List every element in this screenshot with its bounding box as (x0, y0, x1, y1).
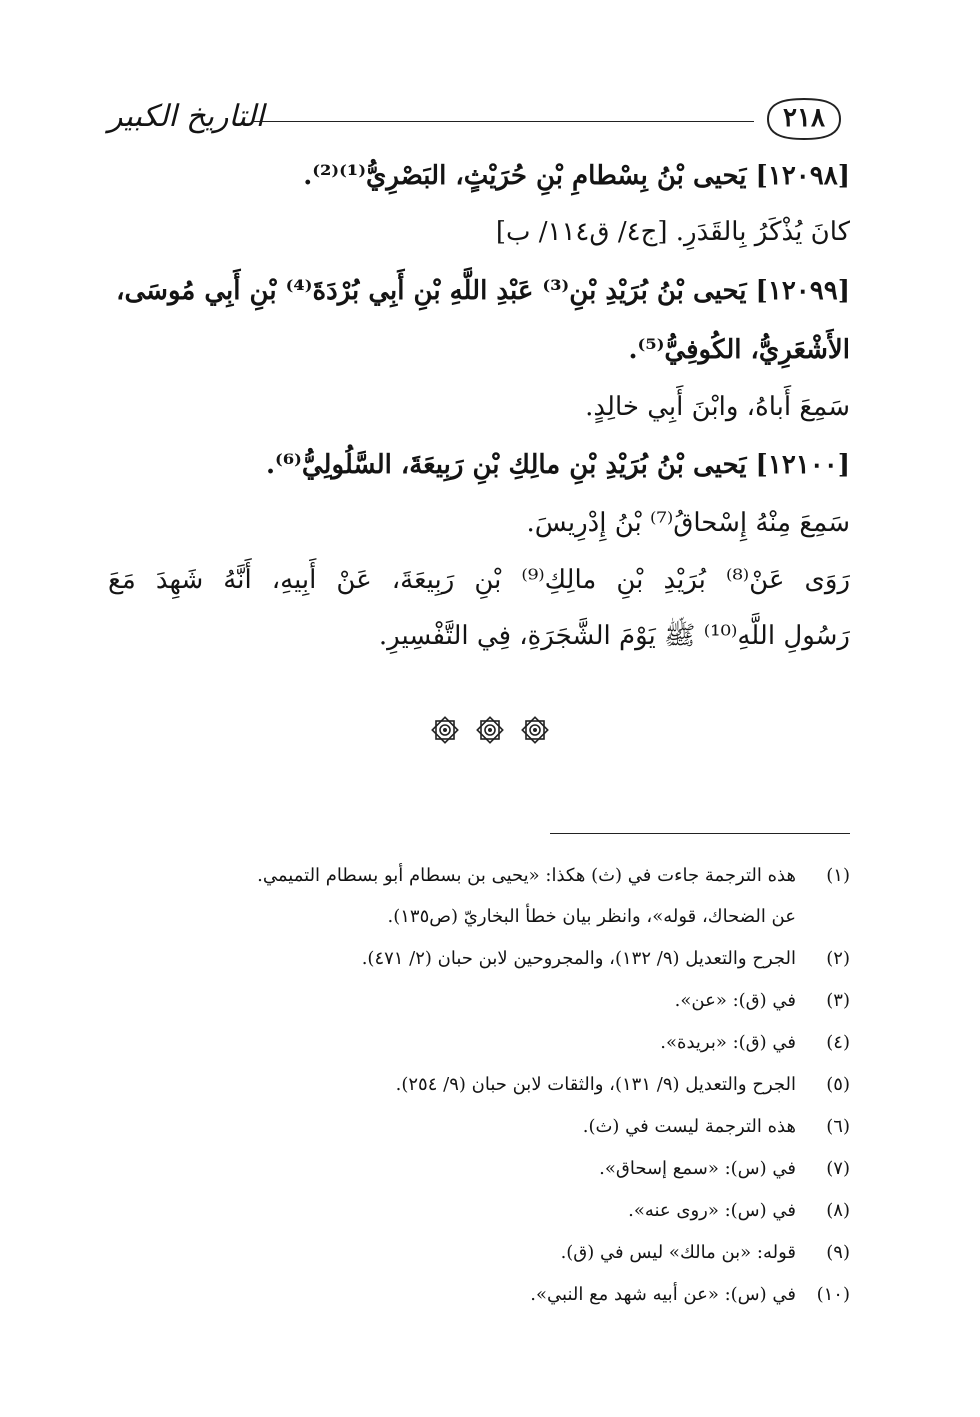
footnote-number: (٩) (826, 1242, 850, 1263)
entry-12099-text: سَمِعَ أَباهُ، وابْنَ أَبِي خالِدٍ. (585, 392, 850, 422)
footnote-number: (٤) (826, 1032, 850, 1053)
book-title: التاريخ الكبير (108, 99, 265, 134)
footnote-item (200, 1064, 850, 1106)
entry-12099-heading: [١٢٠٩٩] يَحيى بْنُ بُرَيْدِ بْنِ⁽³⁾ عَبْدِ اللَّهِ بْنِ أَبِي بُرْدَةَ⁽⁴⁾ بْنِ أَبِي مُوسَى، (116, 276, 850, 306)
footnote-number: (٢) (826, 948, 850, 969)
footnote-text: الجرح والتعديل (٩/ ١٣٢)، والمجروحين لابن حبان (٢/ ٤٧١). (361, 948, 796, 969)
footnote-text: في (س): «عن أبيه شهد مع النبي». (530, 1284, 796, 1305)
header-rule (253, 121, 754, 122)
page-number-badge (758, 95, 850, 143)
footnote-item (200, 1022, 850, 1064)
footnote-number: (٦) (826, 1116, 850, 1137)
footnote-text: عن الضحاك، قوله»، وانظر بيان خطأ البخاريّ (ص١٣٥). (387, 906, 796, 927)
page-number: ٢١٨ (783, 103, 825, 133)
footnote-separator (550, 833, 850, 834)
entry-12100-heading: [١٢١٠٠] يَحيى بْنُ بُرَيْدِ بْنِ مالِكِ بْنِ رَبِيعَةَ، السَّلُولِيُّ⁽⁶⁾. (265, 450, 850, 480)
floral-ornament-icon (520, 715, 550, 745)
footnotes (200, 856, 850, 1316)
footnote-number: (٨) (826, 1200, 850, 1221)
footnote-item (200, 1106, 850, 1148)
entry-12100-text: سَمِعَ مِنْهُ إِسْحاقُ⁽⁷⁾ بْنُ إِدْرِيسَ. (526, 508, 850, 538)
footnote-text: هذه الترجمة جاءت في (ث) هكذا: «يحيى بن بسطام أبو بسطام التميمي. (257, 865, 796, 886)
footnote-text: قوله: «بن مالك» ليس في (ق). (560, 1242, 796, 1263)
footnote-number: (٣) (826, 990, 850, 1011)
floral-ornament-icon (430, 715, 460, 745)
page-header (108, 95, 850, 149)
footnote-text: هذه الترجمة ليست في (ث). (582, 1116, 796, 1137)
footnote-text: الجرح والتعديل (٩/ ١٣١)، والثقات لابن حبان (٩/ ٢٥٤). (395, 1074, 796, 1095)
footnote-number: (١) (826, 865, 850, 886)
footnote-item (200, 980, 850, 1022)
footnote-item (200, 1232, 850, 1274)
footnote-number: (١٠) (816, 1284, 850, 1305)
footnote-number: (٧) (826, 1158, 850, 1179)
entry-12098-heading: [١٢٠٩٨] يَحيى بْنُ بِسْطامِ بْنِ حُرَيْثٍ، البَصْرِيُّ⁽¹⁾⁽²⁾. (303, 161, 850, 191)
footnote-item (200, 1148, 850, 1190)
footnote-text: في (س): «روى عنه». (628, 1200, 796, 1221)
footnote-item (200, 1274, 850, 1316)
footnote-item (200, 1190, 850, 1232)
footnote-text: في (ق): «بريدة». (660, 1032, 796, 1053)
footnote-item (200, 856, 850, 896)
footnote-number: (٥) (826, 1074, 850, 1095)
footnote-item-cont (200, 896, 850, 938)
entry-12098-text: كانَ يُذْكَرُ بِالقَدَرِ. [ج٤/ ق١١٤/ ب] (495, 217, 850, 247)
footnote-item (200, 938, 850, 980)
entry-12100-narration-cont: رَسُولِ اللَّهِ⁽¹⁰⁾ ﷺ يَوْمَ الشَّجَرَةِ، فِي التَّفْسِيرِ. (378, 621, 850, 651)
footnote-text: في (س): «سمع إسحاق». (599, 1158, 796, 1179)
floral-ornament-icon (475, 715, 505, 745)
entry-12099-heading-cont: الأَشْعَرِيُّ، الكُوفِيُّ⁽⁵⁾. (628, 335, 850, 365)
section-ornaments (0, 715, 980, 745)
entry-12100-narration: رَوَى عَنْ⁽⁸⁾ بُرَيْدِ بْنِ مالِكِ⁽⁹⁾ بْنِ رَبِيعَةَ، عَنْ أَبِيهِ، أَنَّهُ شَهِدَ مَعَ (108, 565, 850, 595)
main-text (108, 148, 850, 664)
footnote-text: في (ق): «عن». (674, 990, 796, 1011)
